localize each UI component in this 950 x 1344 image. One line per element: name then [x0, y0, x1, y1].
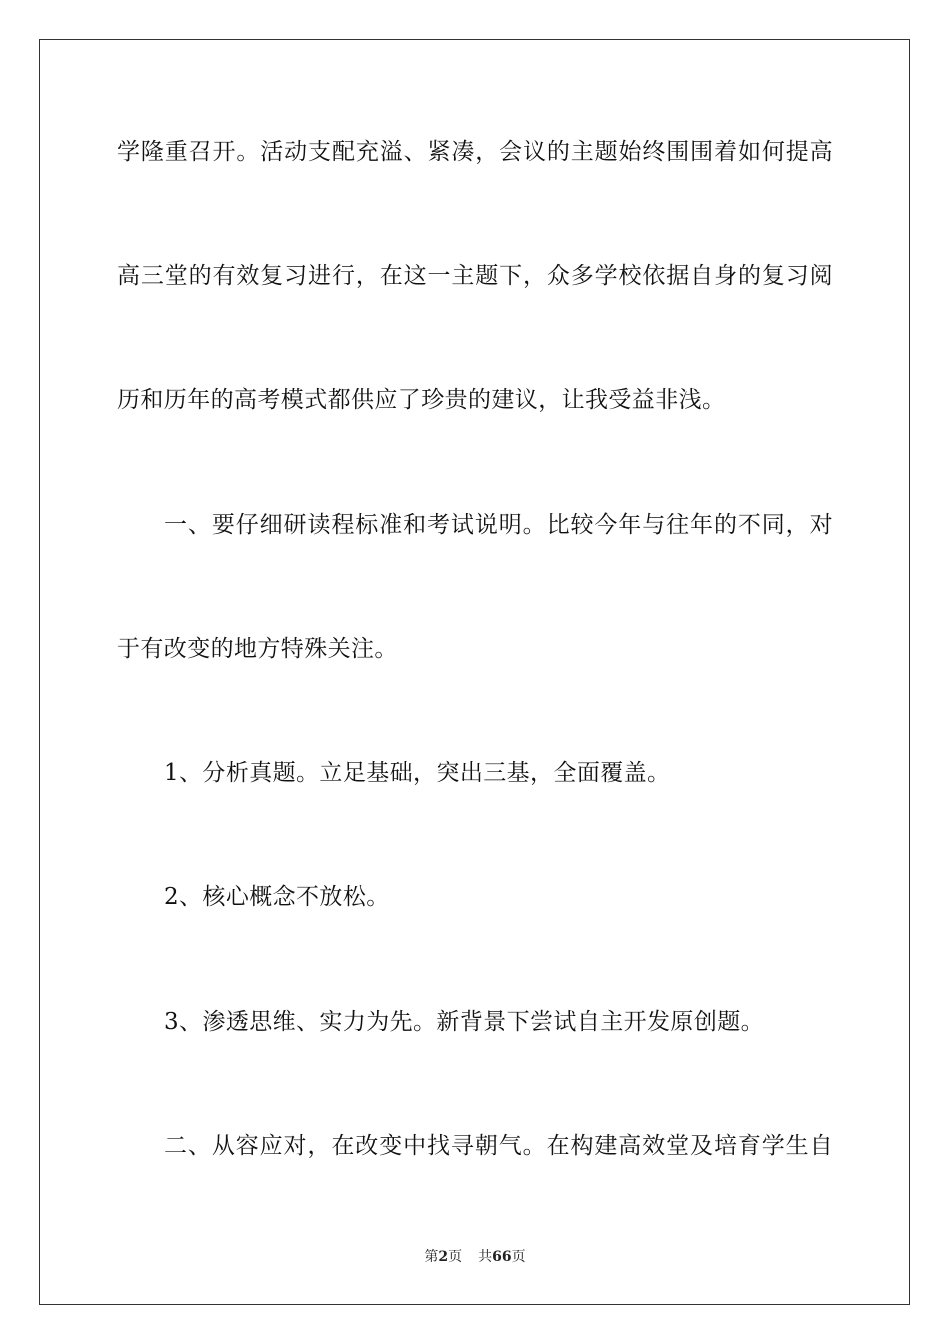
- page-total: 66: [492, 1249, 512, 1265]
- total-suffix: 页: [511, 1249, 526, 1265]
- page-suffix: 页: [448, 1249, 463, 1265]
- page-border: [39, 39, 910, 1305]
- total-prefix: 共: [478, 1249, 493, 1265]
- list-item-1: 1、分析真题。立足基础，突出三基，全面覆盖。: [164, 760, 671, 786]
- text-line-1: 学隆重召开。活动支配充溢、紧凑，会议的主题始终围围着如何提高: [117, 139, 833, 165]
- page-current: 2: [438, 1249, 449, 1265]
- text-line-4: 一、要仔细研读程标准和考试说明。比较今年与往年的不同，对: [164, 512, 833, 538]
- text-line-5: 于有改变的地方特殊关注。: [117, 636, 398, 662]
- list-item-3: 3、渗透思维、实力为先。新背景下尝试自主开发原创题。: [164, 1009, 765, 1035]
- text-line-3: 历和历年的高考模式都供应了珍贵的建议，让我受益非浅。: [117, 387, 726, 413]
- text-line-2: 高三堂的有效复习进行，在这一主题下，众多学校依据自身的复习阅: [117, 263, 833, 289]
- list-item-2: 2、核心概念不放松。: [164, 884, 390, 910]
- text-line-9: 二、从容应对，在改变中找寻朝气。在构建高效堂及培育学生自: [164, 1133, 833, 1159]
- page-prefix: 第: [424, 1249, 439, 1265]
- page-footer: [0, 1247, 950, 1267]
